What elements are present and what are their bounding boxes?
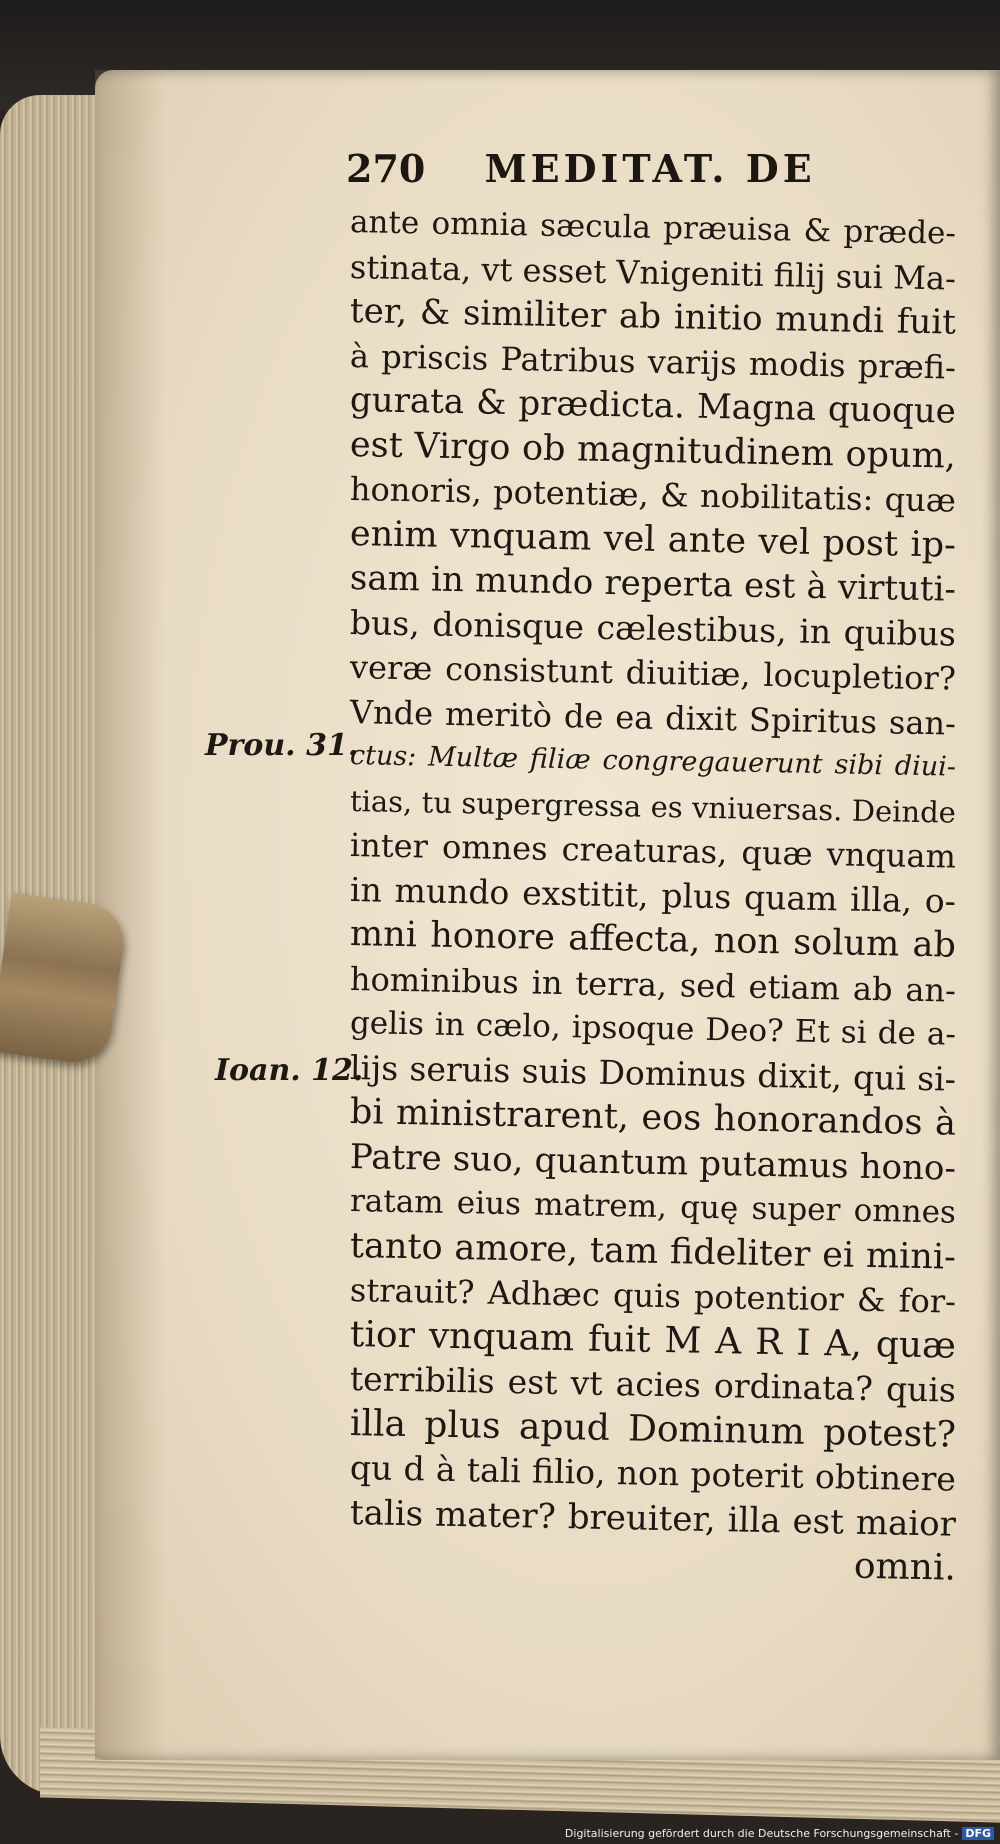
- running-title: MEDITAT. DE: [484, 146, 816, 191]
- text-line: mni honore affecta, non solum ab: [349, 914, 957, 966]
- text-line: enim vnquam vel ante vel post ip-: [349, 513, 957, 566]
- text-line: ratam eius matrem, quę super omnes: [349, 1183, 957, 1231]
- footer-credit-text: Digitalisierung gefördert durch die Deutsche Forschungsgemeinschaft -: [564, 1827, 959, 1840]
- body-text: [349, 200, 957, 1589]
- text-line: tior vnquam fuit M A R I A, quæ: [349, 1313, 957, 1367]
- text-line: Patre suo, quantum putamus hono-: [349, 1136, 957, 1189]
- text-line: strauit? Adhæc quis potentior & for-: [349, 1271, 957, 1321]
- text-line: in mundo exstitit, plus quam illa, o-: [349, 869, 957, 921]
- text-line: ter, & similiter ab initio mundi fuit: [349, 291, 957, 343]
- text-line: bi ministrarent, eos honorandos à: [349, 1092, 957, 1144]
- text-line: terribilis est vt acies ordinata? quis: [349, 1359, 957, 1410]
- text-line: inter omnes creaturas, quæ vnquam: [349, 826, 957, 876]
- running-header: [346, 146, 816, 191]
- text-line: tanto amore, tam fideliter ei mini-: [349, 1225, 957, 1278]
- text-line: gurata & prædicta. Magna quoque: [349, 380, 957, 432]
- text-line: gelis in cælo, ipsoque Deo? Et si de a-: [349, 1005, 957, 1053]
- text-line: veræ consistunt diuitiæ, locupletior?: [349, 648, 957, 698]
- text-line: ante omnia sæcula præuisa & præde-: [349, 204, 957, 252]
- text-line: Vnde meritò de ea dixit Spiritus san-: [349, 692, 957, 743]
- text-line: talis mater? breuiter, illa est maior: [349, 1492, 957, 1545]
- text-line: honoris, potentiæ, & nobilitatis: quæ: [349, 470, 957, 520]
- margin-note-ioan: Ioan. 12.: [215, 1053, 364, 1088]
- page-number: 270: [346, 146, 426, 191]
- text-line-italic-quote: ctus: Multæ filiæ congregauerunt sibi diui-: [349, 740, 957, 783]
- text-line: stinata, vt esset Vnigeniti filij sui Ma-: [349, 247, 957, 298]
- margin-note-prov: Prou. 31.: [205, 728, 359, 763]
- text-line: qu d à tali filio, non poterit obtinere: [349, 1448, 957, 1499]
- text-line: bus, donisque cælestibus, in quibus: [349, 602, 957, 654]
- text-line: à priscis Patribus varijs modis præfi-: [349, 336, 957, 387]
- text-line-italic-quote: tias, tu supergressa es vniuersas. Deinde: [349, 783, 957, 830]
- dfg-logo: DFG: [962, 1827, 994, 1840]
- footer-credit: [565, 1827, 994, 1840]
- text-line: illa plus apud Dominum potest?: [349, 1402, 957, 1456]
- catchword: omni.: [853, 1545, 957, 1589]
- text-line: lijs seruis suis Dominus dixit, qui si-: [349, 1047, 957, 1099]
- text-line: sam in mundo reperta est à virtuti-: [349, 558, 957, 610]
- text-line: est Virgo ob magnitudinem opum,: [349, 424, 957, 477]
- text-line: hominibus in terra, sed etiam ab an-: [349, 959, 957, 1010]
